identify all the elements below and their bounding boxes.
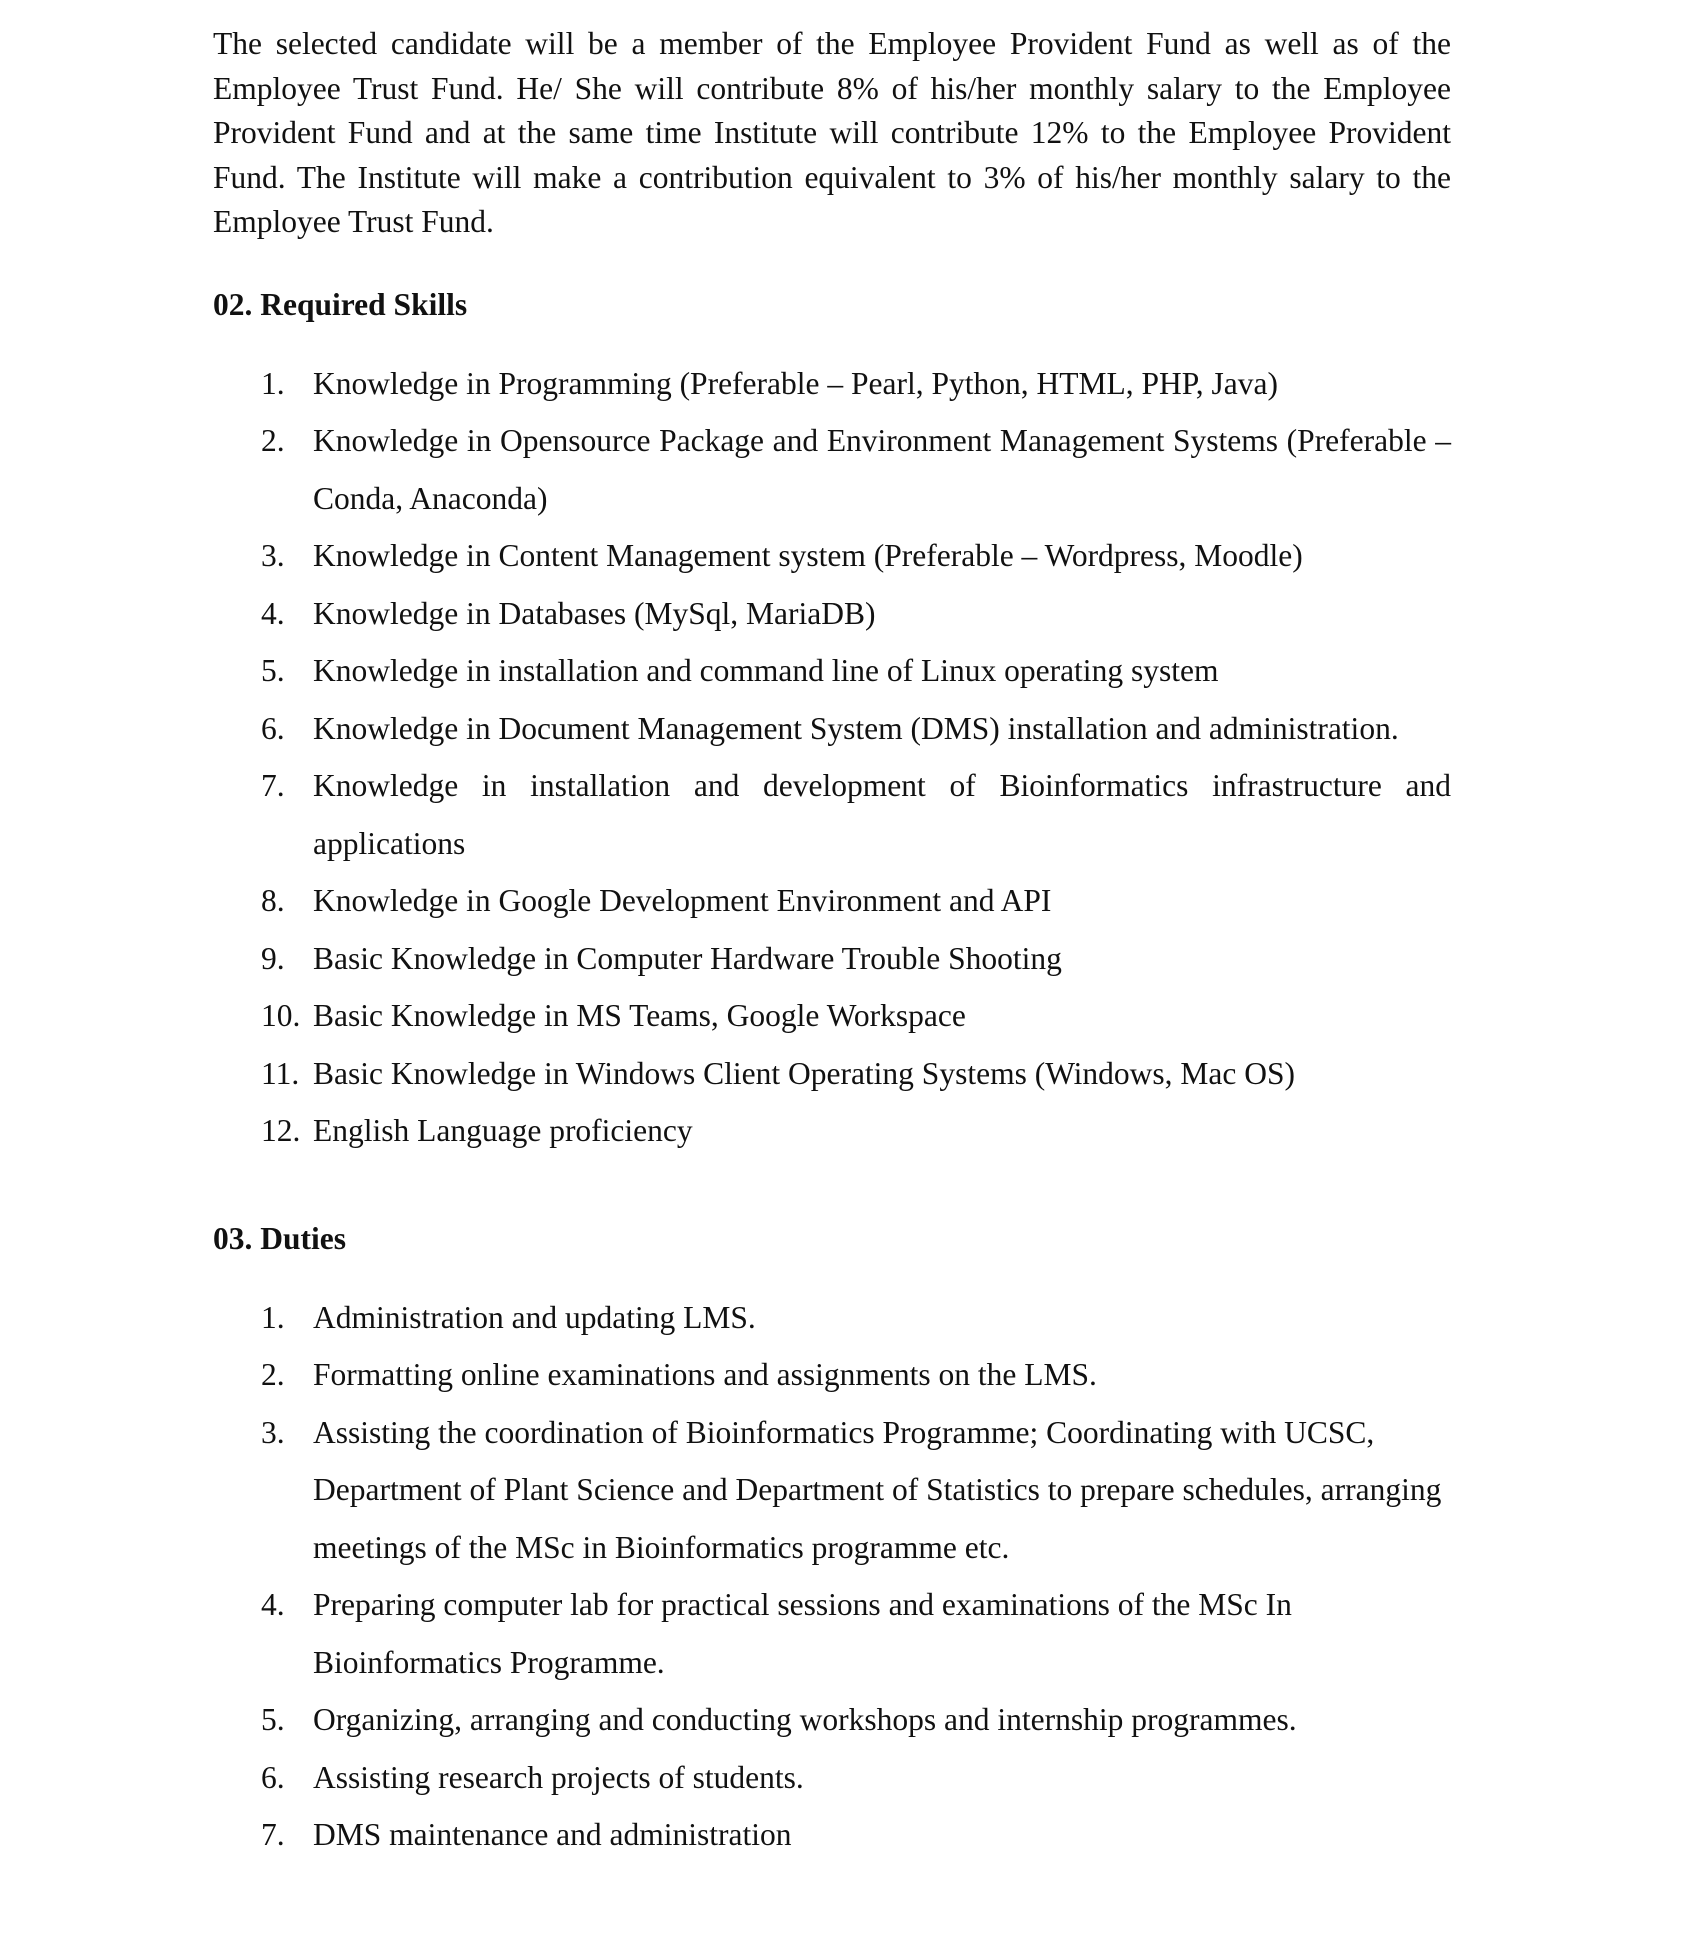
list-item <box>213 1346 1451 1404</box>
item-text: Assisting the coordination of Bioinformatics Programme; Coordinating with UCSC, Department of Plant Science and Department of Statistics to prepare schedules, arranging meetings of the MSc in Bioinformatics programme etc. <box>313 1414 1442 1565</box>
list-item <box>213 1102 1451 1160</box>
item-number: 5. <box>261 653 285 688</box>
item-number: 11. <box>261 1055 300 1091</box>
item-number: 3. <box>261 1414 285 1450</box>
item-text: Basic Knowledge in Windows Client Operating Systems (Windows, Mac OS) <box>313 1055 1296 1091</box>
item-text: Organizing, arranging and conducting workshops and internship programmes. <box>313 1702 1297 1737</box>
list-item <box>213 355 1451 413</box>
list-item <box>213 872 1451 930</box>
list-item <box>213 527 1451 585</box>
item-text: Knowledge in Databases (MySql, MariaDB) <box>313 595 876 631</box>
item-number: 7. <box>261 1817 285 1852</box>
item-text: Assisting research projects of students. <box>313 1759 804 1795</box>
list-item <box>213 1749 1451 1807</box>
list-item <box>213 987 1451 1045</box>
item-text: English Language proficiency <box>313 1113 693 1148</box>
item-number: 2. <box>261 423 285 458</box>
document-page <box>213 22 1451 1864</box>
list-item <box>213 1576 1451 1691</box>
list-item <box>213 1045 1451 1103</box>
required-skills-heading: 02. Required Skills <box>213 286 468 322</box>
item-number: 12. <box>261 1113 301 1148</box>
list-item <box>213 412 1451 527</box>
item-number: 10. <box>261 998 301 1033</box>
item-text: Administration and updating LMS. <box>313 1299 756 1335</box>
list-item <box>213 1806 1451 1864</box>
item-text: Knowledge in installation and command line of Linux operating system <box>313 653 1219 688</box>
list-item <box>213 642 1451 700</box>
item-number: 8. <box>261 883 285 918</box>
item-number: 9. <box>261 940 285 976</box>
list-item <box>213 585 1451 643</box>
item-text: Knowledge in Google Development Environment and API <box>313 883 1052 918</box>
item-number: 6. <box>261 710 285 746</box>
intro-paragraph: The selected candidate will be a member of the Employee Provident Fund as well as of the Employee Trust Fund. He/ She will contribute 8% of his/her monthly salary to the Employee Provident Fund and at the same time Institute will contribute 12% to the Employee Provident Fund. The Institute will make a contribution equivalent to 3% of his/her monthly salary to the Employee Trust Fund. <box>213 26 1451 239</box>
item-number: 5. <box>261 1702 285 1737</box>
item-number: 1. <box>261 365 285 401</box>
duties-list <box>213 1289 1451 1864</box>
item-number: 4. <box>261 595 285 631</box>
item-number: 3. <box>261 538 285 573</box>
list-item <box>213 700 1451 758</box>
list-item <box>213 1289 1451 1347</box>
list-item <box>213 1404 1451 1577</box>
item-text: Preparing computer lab for practical sessions and examinations of the MSc In Bioinformatics Programme. <box>313 1587 1292 1680</box>
item-number: 4. <box>261 1587 285 1622</box>
item-text: Knowledge in installation and development of Bioinformatics infrastructure and applications <box>313 768 1451 861</box>
item-text: DMS maintenance and administration <box>313 1817 792 1852</box>
item-number: 1. <box>261 1299 285 1335</box>
item-text: Basic Knowledge in MS Teams, Google Workspace <box>313 998 966 1033</box>
item-text: Formatting online examinations and assignments on the LMS. <box>313 1357 1097 1392</box>
duties-heading: 03. Duties <box>213 1220 346 1256</box>
item-text: Basic Knowledge in Computer Hardware Trouble Shooting <box>313 940 1062 976</box>
item-number: 2. <box>261 1357 285 1392</box>
item-text: Knowledge in Opensource Package and Environment Management Systems (Preferable –Conda, Anaconda) <box>313 423 1451 516</box>
item-text: Knowledge in Content Management system (Preferable – Wordpress, Moodle) <box>313 538 1303 573</box>
item-number: 6. <box>261 1759 285 1795</box>
item-text: Knowledge in Document Management System (DMS) installation and administration. <box>313 710 1399 746</box>
list-item <box>213 757 1451 872</box>
required-skills-list <box>213 355 1451 1160</box>
list-item <box>213 1691 1451 1749</box>
item-text: Knowledge in Programming (Preferable – Pearl, Python, HTML, PHP, Java) <box>313 365 1278 401</box>
list-item <box>213 930 1451 988</box>
item-number: 7. <box>261 768 285 803</box>
